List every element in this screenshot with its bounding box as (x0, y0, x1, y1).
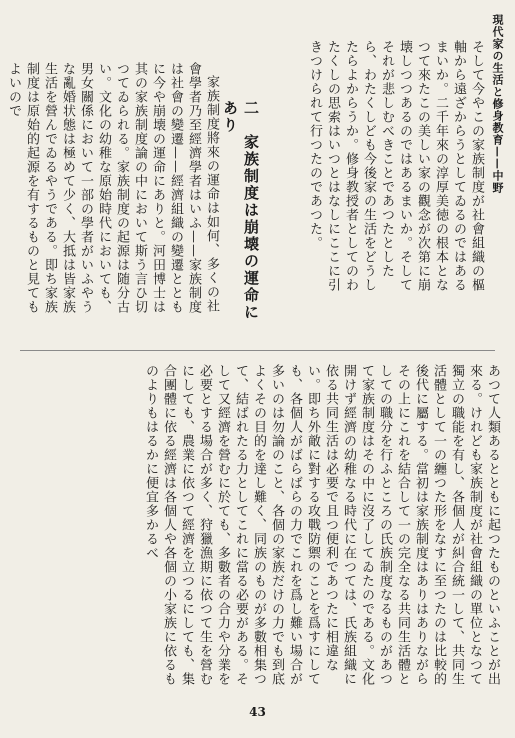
text-column-top-right (275, 40, 485, 295)
paragraph: あつて人類あるとともに起つたものといふことが出來る。けれども家族制度が社會組織の單位となつて獨立の職能を有し、各個人が糾合統一して、共同生活體として一の纏つた形をなすに至つたのは比較的後代に屬する。當初は家族制度はありはありながらその上にこれを結合して一の完全なる共同生活體としての職分を行ふところの氏族制度なるものがあつて家族制度はその中に沒了してゐたのである。文化開けず經濟の幼稚なる時代に在つては、氏族組織に依る共同生活は必要で且つ便利であつたに相違ない。即ち外敵に對する攻戰防禦のことを爲すにしても、各個人がばらばらの力でこれを爲し難い場合が多いのは勿論のこと、各個の家族だけの力でも到底よくその目的を達し難く、同族のものが多數相集つて、結ばれたる力としてこれに當る必要がある。そして又經濟を營むに於ても、多數者の合力や分業を必要とする場合が多く、狩獵漁期に依つて生を營むにしても、農業に依つて經濟を立つるにしても、集合團體に依る經濟は各個人や各個の小家族に依るものよりもはるかに便宜多かるべ (143, 364, 500, 686)
section-divider (20, 350, 495, 351)
text-column-bottom (12, 364, 501, 689)
text-column-top-left (6, 62, 220, 324)
running-head: 現代家の生活と修身教育——中野 (491, 14, 504, 194)
page-number: 43 (249, 705, 266, 719)
paragraph: 家族制度將來の運命は如何、多くの社會學者乃至經濟學者はいふ——家族制度は社會の變遷——經濟組織の變遷とともに今や崩壊の運命にありと。河田博士は其の家族制度論の中において斯う言ひ切つてゐられる。家族制度の起源は随分古い。文化の幼稚な原始時代においても、男女關係において一部の學者がいふやうな亂婚状態は極めて少く、大抵は皆家族生活を營んでゐるやうである。即ち家族制度は原始的起源を有するものと見てもよいので (6, 62, 219, 314)
section-heading: 二 家族制度は崩壊の運命にあり (221, 100, 260, 321)
paragraph: そして今やこの家族制度が社會組織の樞軸から遠ざからうとしてゐるのではあるまいか。二千年來の淳厚美徳の根本となつて來たこの美しい家の觀念が次第に崩壊しつつあるのではあるまいか。そしてそれが悲しむべきことであつたとしたら、わたくしども今後家の生活をどうしたらよからうか。修身教授者としてのわたくしの思索はいつとはなしにここに引きつけられて行つたのであつた。 (307, 40, 484, 292)
